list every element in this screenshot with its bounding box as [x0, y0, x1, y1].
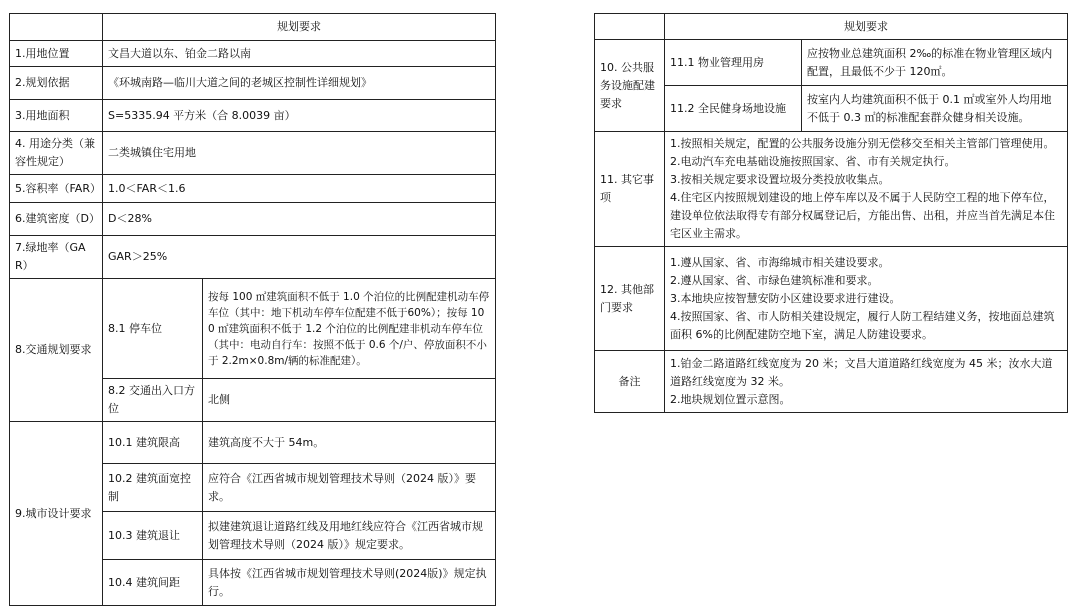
row-label: 6.建筑密度（D） [10, 203, 103, 236]
row-value: 二类城镇住宅用地 [103, 132, 496, 175]
list-item: 1.按照相关规定，配置的公共服务设施分别无偿移交至相关主管部门管理使用。 [670, 137, 1055, 150]
planning-requirements-table-right [594, 13, 1068, 413]
row-value: 文昌大道以东、铂金二路以南 [103, 41, 496, 67]
list-item: 2.地块规划位置示意图。 [670, 392, 791, 406]
sub-row-label: 10.1 建筑限高 [103, 422, 203, 464]
list-item: 3.本地块应按智慧安防小区建设要求进行建设。 [670, 291, 901, 305]
table-corner-cell [10, 14, 103, 41]
list-item: 2.遵从国家、省、市绿色建筑标准和要求。 [670, 273, 879, 287]
sub-row-label: 10.3 建筑退让 [103, 512, 203, 560]
row-label: 10. 公共服务设施配建要求 [595, 40, 665, 132]
row-value-list [665, 132, 1068, 247]
row-label: 7.绿地率（GAR） [10, 236, 103, 279]
sub-row-value: 拟建建筑退让道路红线及用地红线应符合《江西省城市规划管理技术导则（2024 版）》规定要求。 [203, 512, 496, 560]
row-label: 8.交通规划要求 [10, 279, 103, 422]
row-label: 9.城市设计要求 [10, 422, 103, 606]
sub-row-value: 建筑高度不大于 54m。 [203, 422, 496, 464]
row-label: 5.容积率（FAR） [10, 175, 103, 203]
list-item: 4.住宅区内按照规划建设的地上停车库以及不属于人民防空工程的地下停车位，建设单位依法取得专有部分权属登记后，方能出售、出租，并应当首先满足本住宅区业主需求。 [670, 191, 1055, 240]
sub-row-value: 应符合《江西省城市规划管理技术导则（2024 版）》要求。 [203, 464, 496, 512]
row-value-list [665, 247, 1068, 351]
sub-row-label: 11.2 全民健身场地设施 [665, 86, 802, 132]
row-value: D＜28% [103, 203, 496, 236]
list-item: 4.按照国家、省、市人防相关建设规定，履行人防工程结建义务，按地面总建筑面积 6%的比例配建防空地下室，满足人防建设要求。 [670, 309, 1055, 341]
row-label: 1.用地位置 [10, 41, 103, 67]
row-value: S=5335.94 平方米（合 8.0039 亩） [103, 100, 496, 132]
row-label: 12. 其他部门要求 [595, 247, 665, 351]
row-label: 2.规划依据 [10, 67, 103, 100]
sub-row-label: 8.1 停车位 [103, 279, 203, 379]
row-value: GAR＞25% [103, 236, 496, 279]
sub-row-label: 10.2 建筑面宽控制 [103, 464, 203, 512]
row-value-list [665, 351, 1068, 413]
sub-row-label: 8.2 交通出入口方位 [103, 379, 203, 422]
sub-row-value: 北侧 [203, 379, 496, 422]
table-header: 规划要求 [103, 14, 496, 41]
row-label: 11. 其它事项 [595, 132, 665, 247]
list-item: 1.遵从国家、省、市海绵城市相关建设要求。 [670, 255, 890, 269]
remarks-label: 备注 [595, 351, 665, 413]
table-header: 规划要求 [665, 14, 1068, 40]
sub-row-label: 11.1 物业管理用房 [665, 40, 802, 86]
row-label: 3.用地面积 [10, 100, 103, 132]
list-item: 3.按相关规定要求设置垃圾分类投放收集点。 [670, 173, 890, 186]
row-value: 《环城南路—临川大道之间的老城区控制性详细规划》 [103, 67, 496, 100]
list-item: 2.电动汽车充电基础设施按照国家、省、市有关规定执行。 [670, 155, 956, 168]
sub-row-value: 应按物业总建筑面积 2‰的标准在物业管理区域内配置，且最低不少于 120㎡。 [802, 40, 1068, 86]
sub-row-value: 具体按《江西省城市规划管理技术导则(2024版)》规定执行。 [203, 560, 496, 606]
row-value: 1.0＜FAR＜1.6 [103, 175, 496, 203]
sub-row-value: 按每 100 ㎡建筑面积不低于 1.0 个泊位的比例配建机动车停车位（其中：地下机动车停车位配建不低于60%）；按每 100 ㎡建筑面积不低于 1.2 个泊位的比例配建非机动车停车位（其中：电动自行车：按照不低于 0.6 个/户、停放面积不小于 2.2m×0.8m/辆的标准配建）。 [203, 279, 496, 379]
table-corner-cell [595, 14, 665, 40]
row-label: 4. 用途分类（兼容性规定） [10, 132, 103, 175]
sub-row-label: 10.4 建筑间距 [103, 560, 203, 606]
sub-row-value: 按室内人均建筑面积不低于 0.1 ㎡或室外人均用地不低于 0.3 ㎡的标准配套群众健身相关设施。 [802, 86, 1068, 132]
planning-requirements-table-left [9, 13, 496, 606]
list-item: 1.铂金二路道路红线宽度为 20 米；文昌大道道路红线宽度为 45 米；汝水大道道路红线宽度为 32 米。 [670, 356, 1053, 388]
